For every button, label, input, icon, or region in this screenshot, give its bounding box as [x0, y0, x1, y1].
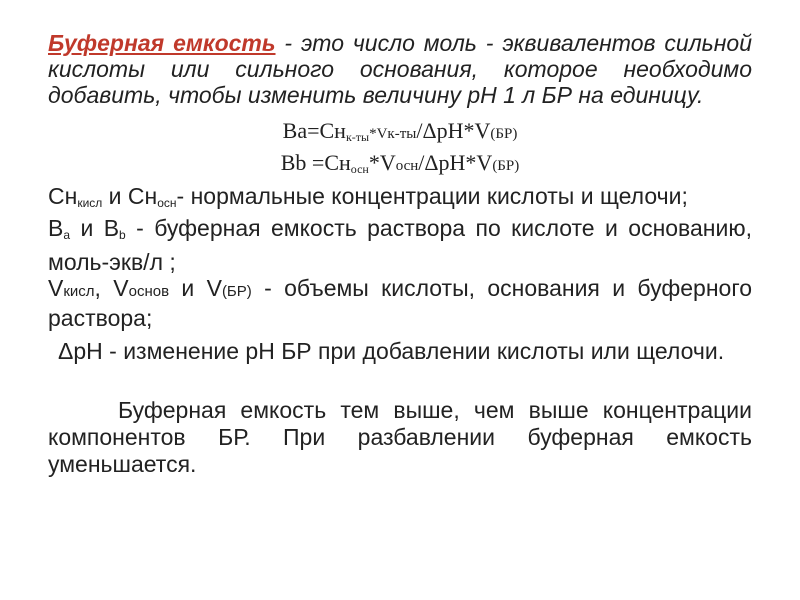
formula-acid-sub3: (БР): [490, 126, 518, 142]
capacity-acid-sub: a: [63, 228, 71, 242]
volume-definition: [48, 275, 752, 332]
ph-change-definition: [48, 338, 752, 365]
formula-base-mid: *V: [368, 150, 396, 175]
conc-acid-sub: кисл: [77, 196, 103, 210]
ph-change-text: ΔрН - изменение рН БР при добавлении кислоты или щелочи.: [58, 338, 725, 364]
conc-and-base-symbol: и Сн: [102, 183, 158, 209]
formula-base-lhs: Вb =Сн: [280, 150, 351, 175]
capacity-base-sub: b: [119, 228, 126, 242]
conc-base-sub: осн: [157, 196, 177, 210]
capacity-and-base-symbol: и В: [70, 215, 120, 241]
volume-base-sub: оснoв: [128, 283, 170, 300]
conc-acid-symbol: Сн: [48, 183, 78, 209]
formula-base-rhs: /ΔрН*V: [418, 150, 493, 175]
formula-acid: [0, 118, 800, 145]
capacity-definition: [48, 215, 752, 276]
formula-base-sub3: (БР): [492, 158, 520, 174]
volume-text: - объемы кислоты, основания и буферного раствора;: [48, 275, 753, 331]
formula-acid-sub1: к-ты: [345, 130, 370, 144]
formula-base: [0, 150, 800, 177]
definition-paragraph: [48, 30, 752, 108]
formula-base-sub1: осн: [350, 162, 369, 176]
formula-acid-rhs: /ΔрН*V: [416, 118, 491, 143]
formula-acid-sub2: к-ты: [387, 126, 417, 142]
volume-acid-symbol: V: [48, 275, 64, 301]
volume-sep: , V: [94, 275, 129, 301]
formula-acid-lhs: Вa=Сн: [282, 118, 346, 143]
capacity-acid-symbol: В: [48, 215, 64, 241]
concentration-definition: [48, 183, 752, 217]
conclusion-paragraph: [48, 397, 752, 478]
formula-base-sub2: осн: [395, 158, 419, 174]
volume-acid-sub: кисл: [63, 283, 95, 300]
conc-text: - нормальные концентрации кислоты и щелочи;: [176, 183, 688, 209]
formula-acid-mid: *V: [369, 126, 388, 142]
term-buffer-capacity: Буферная емкость: [48, 30, 276, 56]
volume-and-buffer-symbol: и V: [169, 275, 222, 301]
volume-buffer-sub: (БР): [221, 283, 252, 300]
capacity-text: - буферная емкость раствора по кислоте и основанию, моль-экв/л ;: [48, 215, 753, 275]
conclusion-text: Буферная емкость тем выше, чем выше концентрации компонентов БР. При разбавлении буферная емкость уменьшается.: [48, 397, 752, 477]
definition-text: - это число моль - эквивалентов сильной кислоты или сильного основания, которое необходимо добавить, чтобы изменить величину рН 1 л БР на единицу.: [48, 30, 752, 108]
